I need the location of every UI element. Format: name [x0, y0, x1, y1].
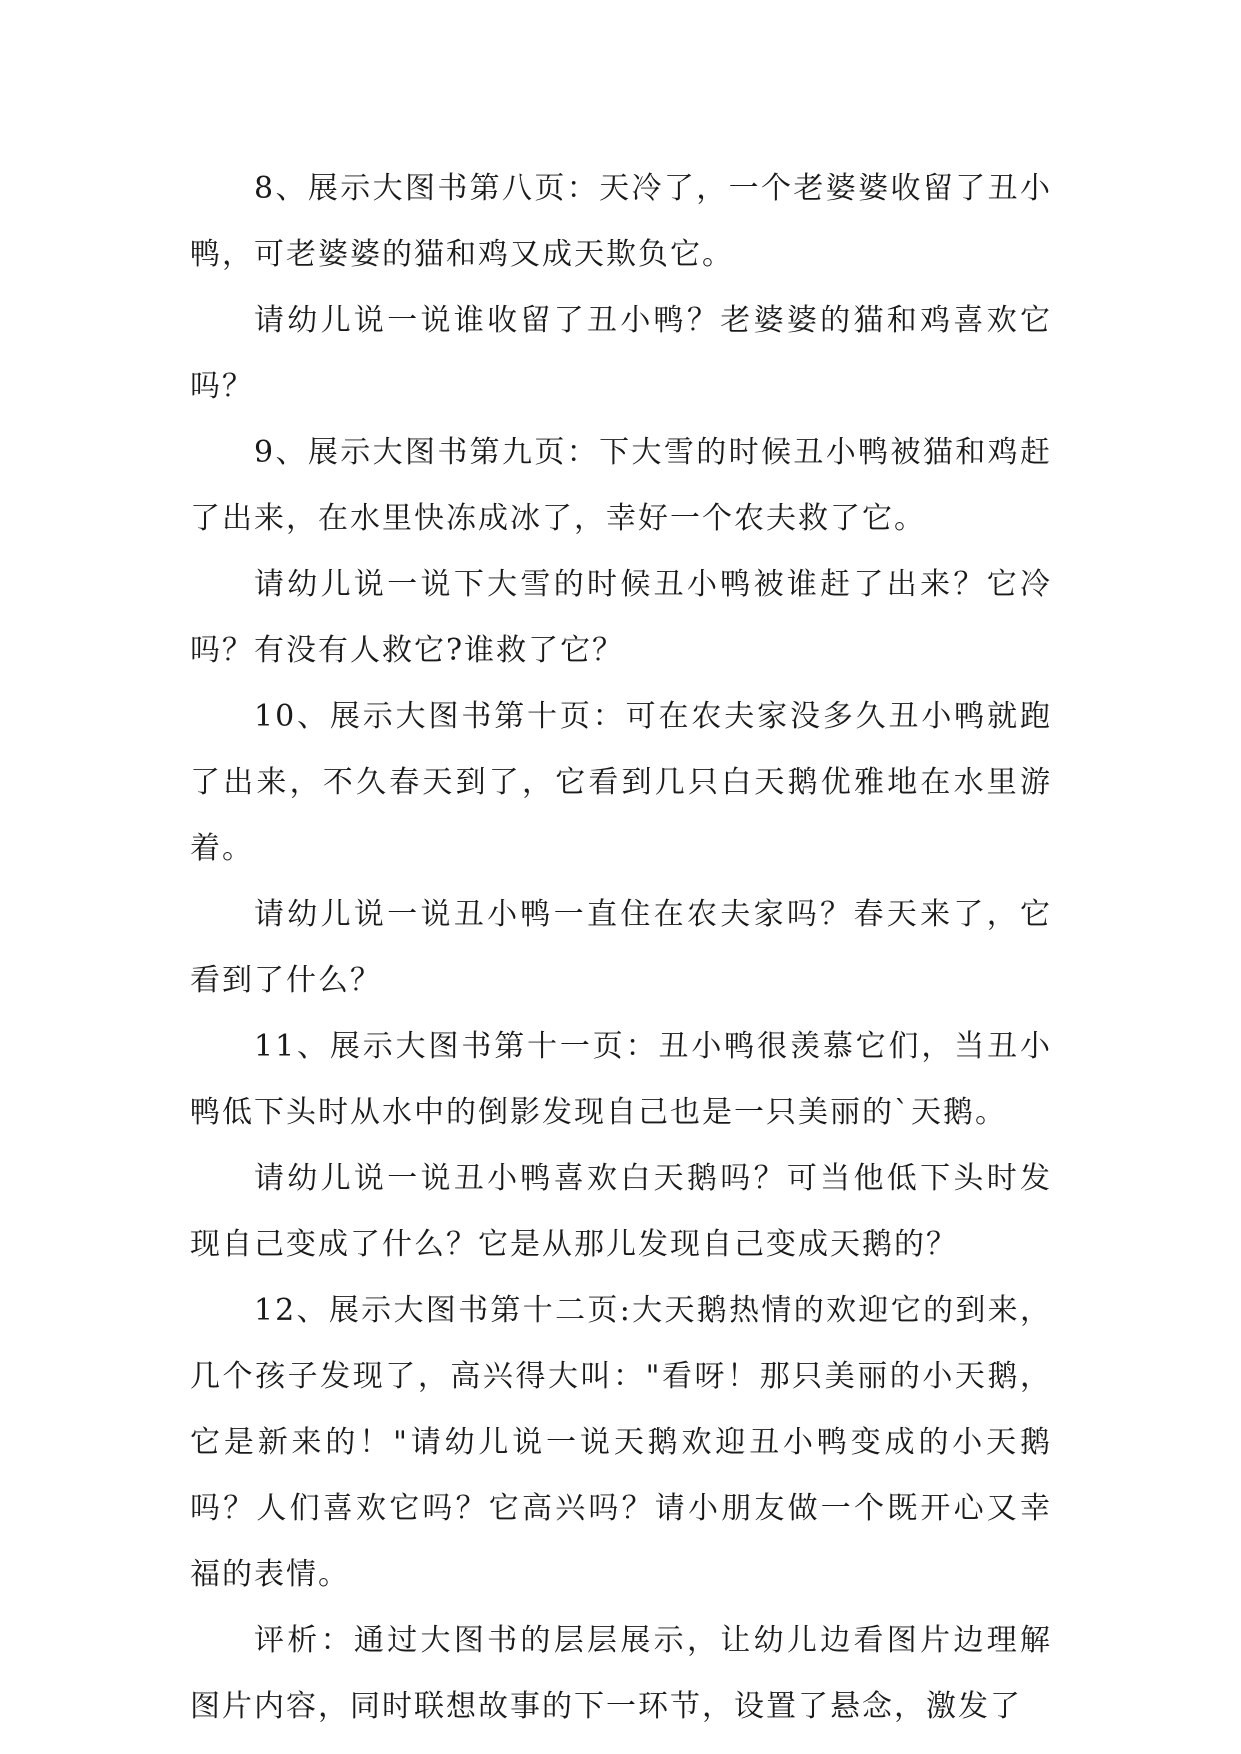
paragraph-step-8: 8、展示大图书第八页：天冷了，一个老婆婆收留了丑小鸭，可老婆婆的猫和鸡又成天欺负它。	[190, 171, 1052, 272]
paragraph-step-12: 12、展示大图书第十二页:大天鹅热情的欢迎它的到来，几个孩子发现了，高兴得大叫："看呀！那只美丽的小天鹅，它是新来的！"请幼儿说一说天鹅欢迎丑小鸭变成的小天鹅吗？人们喜欢它吗？它高兴吗？请小朋友做一个既开心又幸福的表情。	[190, 1293, 1052, 1592]
paragraph-question-11: 请幼儿说一说丑小鸭喜欢白天鹅吗？可当他低下头时发现自己变成了什么？它是从那儿发现自己变成天鹅的？	[190, 1161, 1052, 1262]
paragraph-question-9: 请幼儿说一说下大雪的时候丑小鸭被谁赶了出来？它冷吗？有没有人救它?谁救了它？	[190, 567, 1052, 668]
document-body	[190, 156, 1052, 1740]
paragraph-step-11: 11、展示大图书第十一页：丑小鸭很羡慕它们，当丑小鸭低下头时从水中的倒影发现自己也是一只美丽的`天鹅。	[190, 1029, 1052, 1130]
paragraph-question-10: 请幼儿说一说丑小鸭一直住在农夫家吗？春天来了，它看到了什么？	[190, 897, 1052, 998]
paragraph-question-8: 请幼儿说一说谁收留了丑小鸭？老婆婆的猫和鸡喜欢它吗？	[190, 303, 1052, 404]
paragraph-analysis: 评析：通过大图书的层层展示，让幼儿边看图片边理解图片内容，同时联想故事的下一环节，设置了悬念，激发了	[190, 1623, 1052, 1724]
paragraph-step-9: 9、展示大图书第九页：下大雪的时候丑小鸭被猫和鸡赶了出来，在水里快冻成冰了，幸好一个农夫救了它。	[190, 435, 1052, 536]
paragraph-step-10: 10、展示大图书第十页：可在农夫家没多久丑小鸭就跑了出来，不久春天到了，它看到几只白天鹅优雅地在水里游着。	[190, 699, 1052, 866]
